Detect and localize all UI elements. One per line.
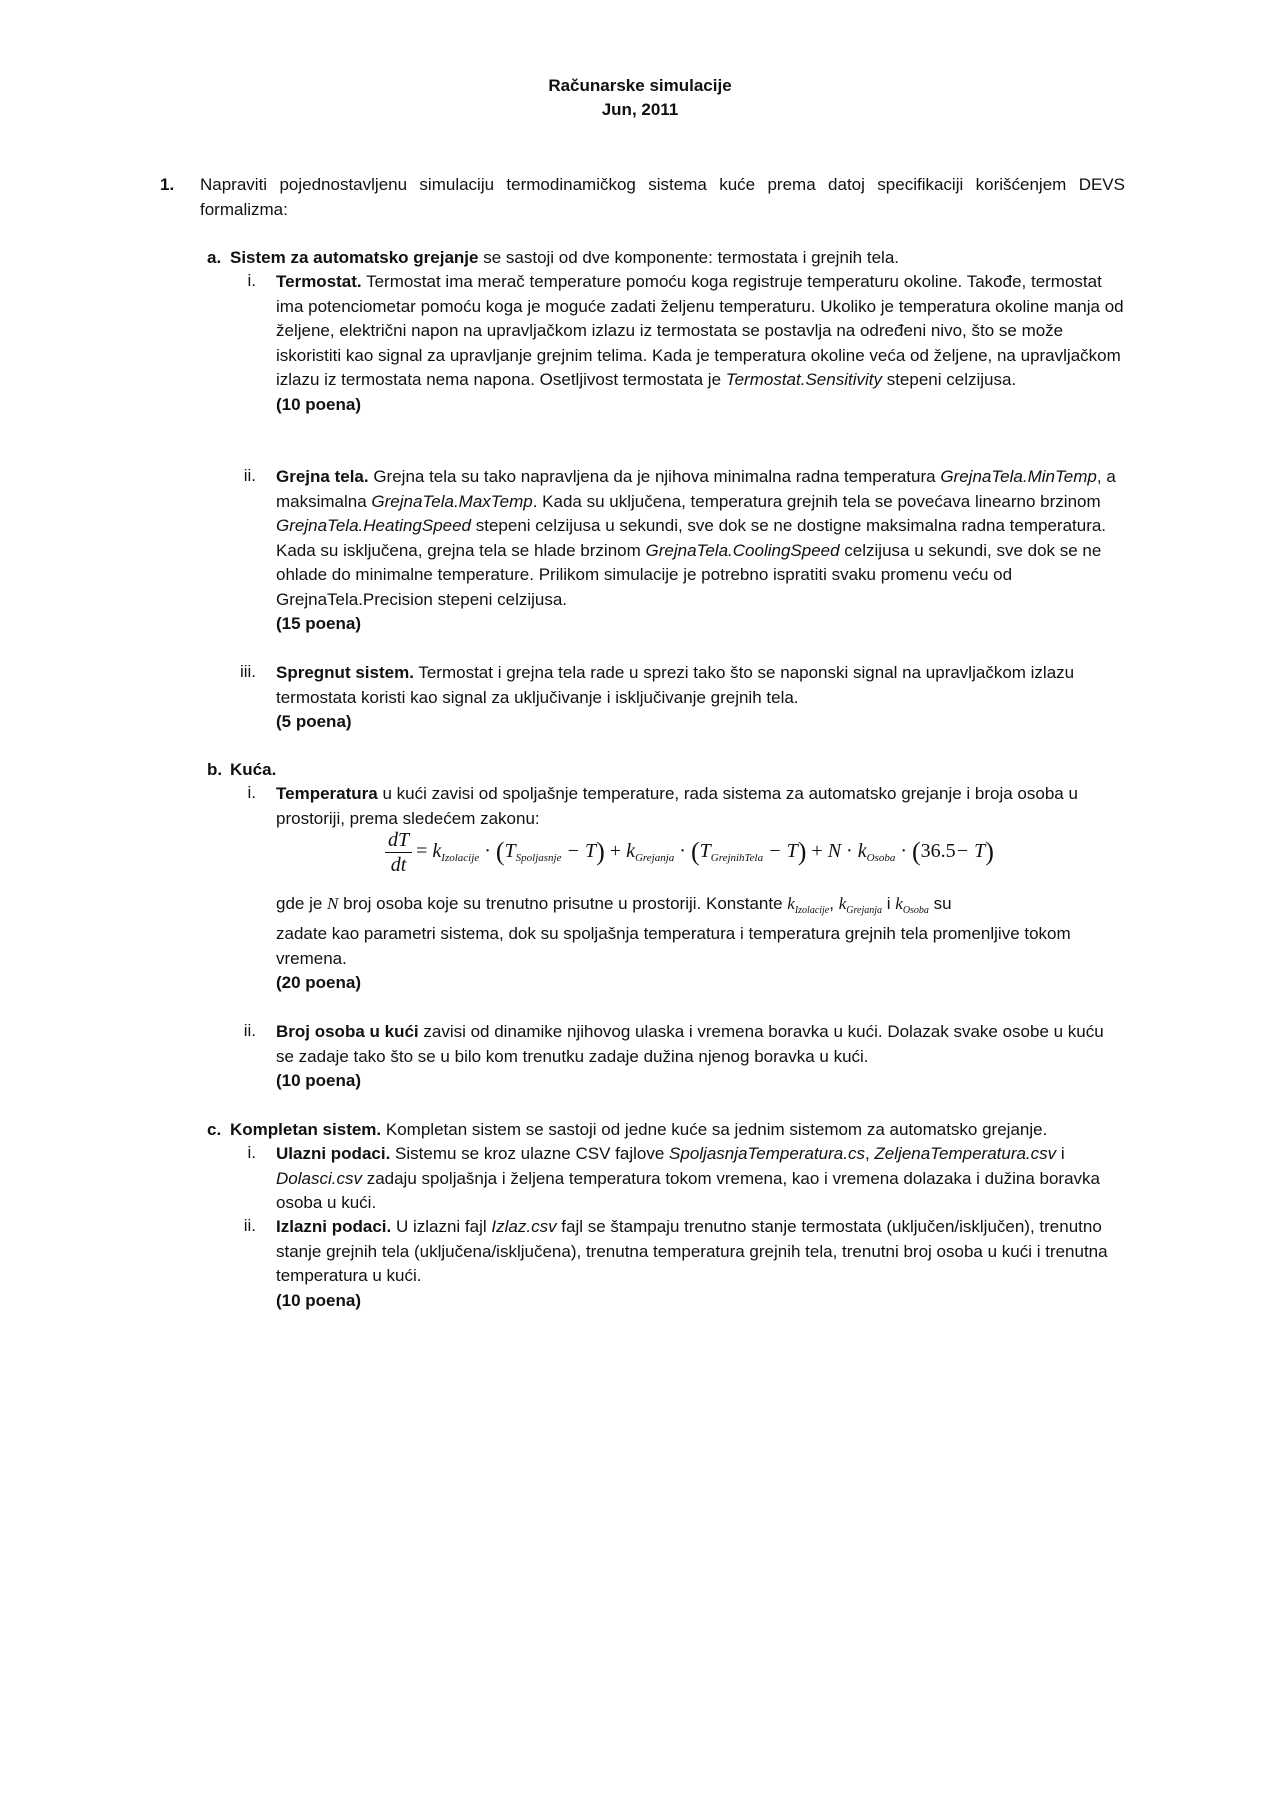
item-c-ii-body <box>276 1215 1126 1313</box>
item-a-i-text1: Termostat ima merač temperature pomoću koga registruje temperaturu okoline. Takođe, termostat ima potenciometar pomoću koga je moguće zadati željenu temperaturu. Ukoliko je temperatura okoline manja od željene, električni napon na upravljačkom izlazu iz termostata se postavlja na određeni nivo, što se može iskoristiti kao signal za upravljanje grejnim telima. Kada je temperatura okoline veća od željene, na upravljačkom izlazu iz termostata nema napona. Osetljivost termostata je <box>276 272 1124 389</box>
item-a-ii-text5: celzijusa u sekundi, sve dok se ne ohlade do minimalne temperature. Prilikom simulacije je potrebno ispratiti svaku promenu veću od GrejnaTela.Precision stepeni celzijusa. <box>276 540 1102 609</box>
item-a-i-text2: stepeni celzijusa. <box>881 370 1017 389</box>
item-a-ii-points: (15 poena) <box>276 614 362 633</box>
item-c-i-file2: ZeljenaTemperatura.csv <box>874 1144 1057 1163</box>
item-c-i-sep2: i <box>1056 1144 1065 1163</box>
equation-minus-t: − T <box>566 840 597 863</box>
item-a-ii-text3: . Kada su uključena, temperatura grejnih tela se povećava linearno brzinom <box>532 491 1101 511</box>
section-b-label: b. <box>207 760 223 779</box>
item-c-i-file3: Dolasci.csv <box>276 1168 362 1188</box>
constant-and: i <box>886 894 891 913</box>
item-b-i-after4-block <box>276 922 1126 996</box>
equation-n: N <box>827 840 842 863</box>
item-c-i-label: i. <box>247 1143 256 1162</box>
section-c-heading <box>230 1118 1130 1143</box>
item-c-ii-text2: fajl se štampaju trenutno stanje termostata (uključen/isključen), trenutno stanje grejnih tela (uključena/isključena), trenutna temperatura grejnih tela, trenutni broj osoba u kući i trenutna temperatura u kući. <box>276 1217 1108 1285</box>
item-a-ii-text1: Grejna tela su tako napravljena da je njihova minimalna radna temperatura <box>368 467 941 486</box>
equation-sub-spoljasnje: Spoljasnje <box>515 852 562 865</box>
item-a-ii-label: ii. <box>243 466 256 485</box>
item-c-ii-file: Izlaz.csv <box>491 1217 557 1236</box>
constant-k-osoba <box>895 894 929 916</box>
equation-dot: · <box>900 840 907 863</box>
document-title: Računarske simulacije <box>548 76 732 95</box>
item-a-ii-param1: GrejnaTela.MinTemp <box>940 467 1097 486</box>
equation-sub-izolacije: Izolacije <box>441 852 480 865</box>
item-a-i-body <box>276 270 1126 417</box>
item-b-i-continuation <box>276 892 1126 924</box>
section-a-heading <box>230 246 1130 271</box>
item-b-i-after2: broj osoba koje su trenutno prisutne u prostoriji. Konstante <box>338 894 788 913</box>
constant-sub-izolacije: Izolacije <box>794 905 830 916</box>
item-a-ii-param3: GrejnaTela.HeatingSpeed <box>276 516 472 535</box>
item-b-ii-text: zavisi od dinamike njihovog ulaska i vremena boravka u kući. Dolazak svake osobe u kuću se zadaje tako što se u bilo kom trenutku zadaje dužina njenog boravka u kući. <box>276 1022 1104 1066</box>
section-c-title: Kompletan sistem. <box>230 1120 382 1139</box>
equation-plus: + <box>609 840 622 863</box>
task-number: 1. <box>160 175 175 194</box>
item-b-ii-title: Broj osoba u kući <box>276 1022 419 1041</box>
section-c-label: c. <box>207 1120 222 1139</box>
item-b-i-points: (20 poena) <box>276 973 362 992</box>
item-a-iii-label: iii. <box>239 662 256 681</box>
temperature-equation <box>385 828 994 877</box>
equation-k-izolacije: k <box>432 840 442 863</box>
item-c-i-text1: Sistemu se kroz ulazne CSV fajlove <box>390 1144 670 1163</box>
section-a-title: Sistem za automatsko grejanje <box>230 248 479 267</box>
section-c-text: Kompletan sistem se sastoji od jedne kuće sa jednim sistemom za automatsko grejanje. <box>381 1120 1048 1139</box>
document-date: Jun, 2011 <box>601 100 679 119</box>
constant-comma: , <box>829 894 834 913</box>
constant-k-izolacije <box>787 894 830 916</box>
equation-t-grejnihtela: T <box>699 840 711 863</box>
constant-k: k <box>838 894 847 913</box>
equation-dot: · <box>484 840 491 863</box>
item-a-i-label: i. <box>247 271 256 290</box>
equation-lparen: ( <box>690 837 700 867</box>
item-c-i-title: Ulazni podaci. <box>276 1144 391 1163</box>
equation-sub-grejnihtela: GrejnihTela <box>710 852 764 865</box>
item-a-ii-body <box>276 465 1126 637</box>
item-a-iii-points: (5 poena) <box>276 712 352 731</box>
item-b-i-after3: su <box>933 894 952 913</box>
equation-lparen: ( <box>912 837 921 867</box>
section-a-text: se sastoji od dve komponente: termostata i grejnih tela. <box>478 248 899 267</box>
constant-k: k <box>787 894 795 913</box>
equation-rparen: ) <box>985 837 994 867</box>
item-c-i-file1: SpoljasnjaTemperatura.cs <box>669 1144 865 1163</box>
item-b-i-after1: gde je <box>276 894 328 913</box>
item-a-iii-title: Spregnut sistem. <box>276 663 414 682</box>
item-b-ii-points: (10 poena) <box>276 1071 362 1090</box>
item-b-i-label: i. <box>247 783 256 802</box>
equation-denominator: dt <box>390 854 407 876</box>
constant-sub-osoba: Osoba <box>902 905 929 916</box>
equation-k-grejanja: k <box>626 840 635 863</box>
equation-numerator: dT <box>385 828 412 853</box>
item-a-iii-body <box>276 661 1126 735</box>
item-b-i-after4: zadate kao parametri sistema, dok su spoljašnja temperatura i temperatura grejnih tela promenljive tokom vremena. <box>276 924 1071 968</box>
task-intro: Napraviti pojednostavljenu simulaciju termodinamičkog sistema kuće prema datoj specifikaciji korišćenjem DEVS formalizma: <box>200 175 1125 219</box>
item-a-ii-text2: , a maksimalna <box>276 467 1116 511</box>
equation-rparen: ) <box>596 837 605 867</box>
equation-minus-t: − T <box>768 840 798 863</box>
item-c-ii-label: ii. <box>243 1216 256 1235</box>
item-b-i-n: N <box>327 894 339 913</box>
item-b-i-text: u kući zavisi od spoljašnje temperature, rada sistema za automatsko grejanje i broja osoba u prostoriji, prema sledećem zakonu: <box>276 784 1078 828</box>
item-c-ii-points: (10 poena) <box>276 1290 362 1310</box>
item-a-ii-text4: stepeni celzijusa u sekundi, sve dok se ne dostigne maksimalna radna temperatura. Kada su isključena, grejna tela se hlade brzinom <box>276 516 1107 560</box>
item-c-i-sep1: , <box>864 1144 875 1163</box>
item-b-ii-body <box>276 1020 1126 1094</box>
equation-rparen: ) <box>797 837 807 867</box>
item-a-i-param: Termostat.Sensitivity <box>725 370 882 389</box>
item-a-ii-param2: GrejnaTela.MaxTemp <box>371 491 533 511</box>
item-a-ii-param4: GrejnaTela.CoolingSpeed <box>645 540 840 560</box>
item-c-i-text2: zadaju spoljašnja i željena temperatura tokom vremena, kao i vremena dolazaka i dužina boravka osoba u kući. <box>276 1168 1100 1212</box>
item-a-i-points: (10 poena) <box>276 394 362 414</box>
equation-constant: 36.5 <box>920 840 956 863</box>
constant-sub-grejanja: Grejanja <box>846 905 883 916</box>
equation-dot: · <box>846 840 853 863</box>
equation-plus: + <box>811 840 823 863</box>
item-c-i-body <box>276 1142 1126 1216</box>
section-b-title: Kuća. <box>230 760 277 779</box>
equation-derivative <box>385 828 412 877</box>
item-c-ii-text1: U izlazni fajl <box>391 1217 492 1236</box>
equation-minus-t: − T <box>955 840 986 863</box>
equation-dot: · <box>679 840 686 863</box>
item-a-iii-text: Termostat i grejna tela rade u sprezi tako što se naponski signal na upravljačkom izlazu termostata koristi kao signal za uključivanje i isključivanje grejnih tela. <box>276 663 1075 707</box>
equation-equals: = <box>416 840 428 863</box>
item-c-ii-title: Izlazni podaci. <box>276 1217 392 1236</box>
item-b-ii-label: ii. <box>243 1021 256 1040</box>
item-b-i-body <box>276 782 1126 831</box>
equation-t-spoljasnje: T <box>504 840 516 863</box>
equation-k-osoba: k <box>857 840 867 863</box>
equation-sub-osoba: Osoba <box>866 852 896 865</box>
equation-lparen: ( <box>495 837 505 867</box>
equation-sub-grejanja: Grejanja <box>634 852 675 865</box>
item-a-i-title: Termostat. <box>276 272 362 291</box>
item-b-i-title: Temperatura <box>276 784 378 803</box>
constant-k: k <box>895 894 903 913</box>
section-a-label: a. <box>207 248 222 267</box>
item-a-ii-title: Grejna tela. <box>276 467 369 486</box>
constant-k-grejanja <box>838 894 883 916</box>
